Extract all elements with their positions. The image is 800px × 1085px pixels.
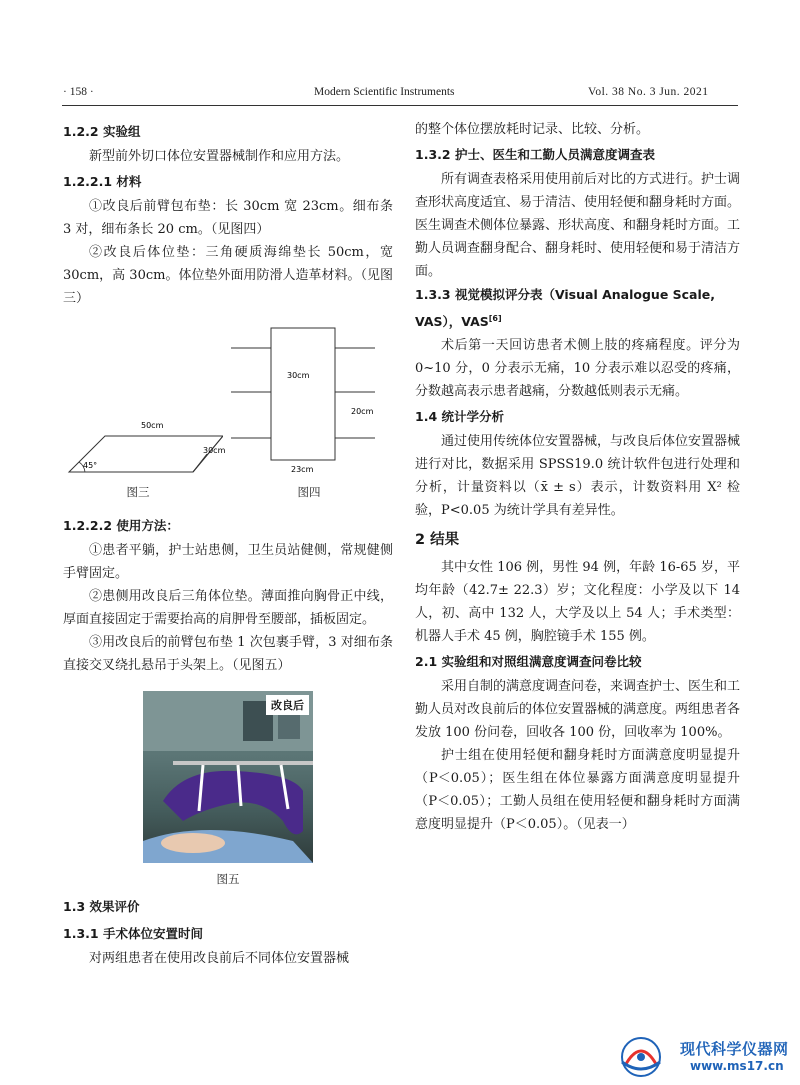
section-2: 2 结果	[415, 532, 460, 549]
section-1-3-3-title: 1.3.3 视觉模拟评分表（Visual Analogue Scale, VAS），VAS	[415, 287, 716, 330]
figure-4-caption: 图四	[297, 485, 321, 499]
figure-5-badge: 改良后	[266, 695, 309, 715]
fig4-bottom: 23cm	[291, 465, 314, 474]
logo-emblem-icon	[608, 1036, 674, 1078]
fig4-height: 30cm	[287, 371, 310, 380]
paragraph: 通过使用传统体位安置器械，与改良后体位安置器械进行对比，数据采用 SPSS19.0 统计软件包进行处理和分析，计量资料以（x̄ ± s）表示，计数资料用 X² 检验，P<0.05 为统计学具有差异性。	[415, 434, 741, 519]
paragraph: 的整个体位摆放耗时记录、比较、分析。	[415, 122, 650, 137]
paragraph: 所有调查表格采用使用前后对比的方式进行。护士调查形状高度适宜、易于清洁、使用轻便和翻身耗时方面。医生调查术侧体位暴露、形状高度、和翻身耗时方面。工勤人员调查翻身配合、翻身耗时、使用轻便和易于清洁方面。	[415, 172, 741, 279]
watermark-name: 现代科学仪器网	[680, 1040, 789, 1058]
fig3-length: 50cm	[141, 421, 164, 430]
paragraph: 护士组在使用轻便和翻身耗时方面满意度明显提升（P＜0.05）；医生组在体位暴露方面满意度明显提升（P＜0.05）；工勤人员组在使用轻便和翻身耗时方面满意度明显提升（P＜0.05）。（见表一）	[415, 748, 740, 833]
watermark-logo	[608, 1036, 794, 1078]
figures-3-4	[63, 320, 393, 510]
section-1-2-2-1: 1.2.2.1 材料	[63, 174, 142, 189]
section-1-3: 1.3 效果评价	[63, 899, 140, 914]
fig3-height: 30cm	[203, 446, 226, 455]
figure-3-caption: 图三	[126, 485, 150, 499]
section-1-3-3	[415, 283, 740, 334]
fig4-width: 20cm	[351, 407, 374, 416]
paragraph: ①改良后前臂包布垫：长 30cm 宽 23cm。细布条 3 对，细布条长 20 cm。（见图四）	[63, 199, 393, 237]
paragraph: 采用自制的满意度调查问卷，来调查护士、医生和工勤人员对改良前后的体位安置器械的满意度。两组患者各发放 100 份问卷，回收各 100 份，回收率为 100%。	[415, 679, 741, 741]
figure-5-caption: 图五	[216, 872, 240, 886]
section-1-3-1: 1.3.1 手术体位安置时间	[63, 926, 203, 941]
section-1-2-2-2: 1.2.2.2 使用方法：	[63, 518, 179, 533]
watermark-url: www.ms17.cn	[690, 1059, 784, 1073]
right-column	[415, 118, 740, 836]
section-2-1: 2.1 实验组和对照组满意度调查问卷比较	[415, 654, 642, 670]
figure-5-photo	[143, 691, 313, 863]
figure-4-armpad	[227, 320, 407, 480]
section-1-2-2: 1.2.2 实验组	[63, 124, 141, 139]
journal-title: Modern Scientific Instruments	[314, 86, 455, 98]
paragraph: 新型前外切口体位安置器械制作和应用方法。	[89, 149, 350, 164]
paragraph: 对两组患者在使用改良前后不同体位安置器械	[89, 951, 350, 966]
page-number: · 158 ·	[63, 86, 94, 98]
paragraph: ②患侧用改良后三角体位垫。薄面推向胸骨正中线，厚面直接固定于需要抬高的肩胛骨至腰部，插板固定。	[63, 589, 393, 627]
paragraph: ②改良后体位垫：三角硬质海绵垫长 50cm，宽 30cm，高 30cm。体位垫外面用防滑人造革材料。（见图三）	[63, 245, 393, 306]
paragraph: ①患者平躺，护士站患侧，卫生员站健侧，常规健侧手臂固定。	[63, 543, 393, 581]
fig3-angle: 45°	[83, 461, 98, 470]
paragraph: 其中女性 106 例，男性 94 例，年龄 16-65 岁，平均年龄（42.7± 22.3）岁；文化程度：小学及以下 14 人，初、高中 132 人，大学及以上 54 人；手术类型：机器人手术 45 例，胸腔镜手术 155 例。	[415, 560, 740, 645]
citation: [6]	[488, 314, 502, 323]
issue-info: Vol. 38 No. 3 Jun. 2021	[588, 86, 709, 98]
figure-3-wedge	[63, 406, 223, 496]
section-1-3-2: 1.3.2 护士、医生和工勤人员满意度调查表	[415, 147, 655, 162]
paragraph: ③用改良后的前臂包布垫 1 次包裹手臂，3 对细布条直接交叉绕扎悬吊于头架上。（见图五）	[63, 635, 393, 673]
paragraph: 术后第一天回访患者术侧上肢的疼痛程度。评分为 0~10 分，0 分表示无痛，10 分表示难以忍受的疼痛，分数越高表示患者越痛，分数越低则表示无痛。	[415, 338, 740, 400]
section-1-4: 1.4 统计学分析	[415, 409, 504, 425]
header-rule	[62, 105, 738, 106]
left-column	[63, 118, 393, 970]
